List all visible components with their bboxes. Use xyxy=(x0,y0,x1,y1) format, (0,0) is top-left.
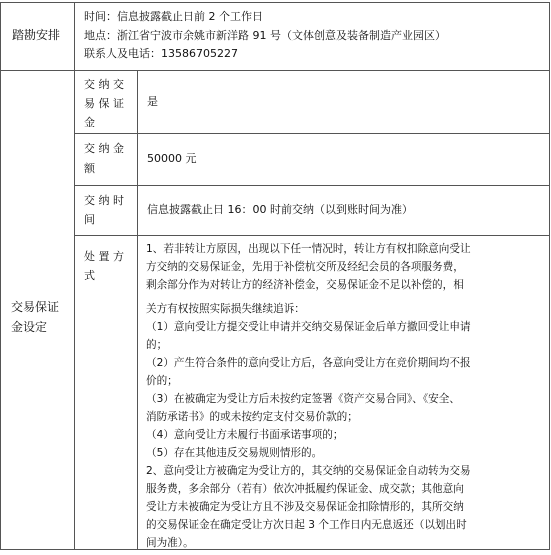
disposal-line: 1、若非转让方原因，出现以下任一情况时，转让方有权扣除意向受让 xyxy=(146,243,471,255)
disposal-line: 2、意向受让方被确定为受让方的，其交纳的交易保证金自动转为交易 xyxy=(146,465,471,477)
deposit-amount-label-line1: 交 纳 金 xyxy=(84,142,124,155)
deposit-time-label-line2: 间 xyxy=(84,213,95,226)
disposal-line: 的交易保证金在确定受让方次日起 3 个工作日内无息返还（以划出时 xyxy=(146,519,467,531)
disposal-line: （3）在被确定为受让方后未按约定签署《资产交易合同》、《安全、 xyxy=(146,393,460,405)
disposal-line: 服务费，多余部分（若有）依次冲抵履约保证金、成交款；其他意向 xyxy=(146,483,464,495)
disposal-line: （4）意向受让方未履行书面承诺事项的； xyxy=(146,429,344,441)
disposal-line: （5）存在其他违反交易规则情形的。 xyxy=(146,447,323,459)
disposal-line: （2）产生符合条件的意向受让方后，各意向受让方在竞价期间均不报 xyxy=(146,357,471,369)
col-divider-sublabel xyxy=(137,70,138,550)
disposal-line: 受让方未被确定为受让方且不涉及交易保证金扣除情形的，其所交纳 xyxy=(146,501,464,513)
table-border-top xyxy=(0,2,550,3)
row-divider-deposit-3 xyxy=(74,235,550,236)
disposal-text xyxy=(146,240,546,552)
col-divider-label xyxy=(74,2,75,550)
disposal-line: 剩余部分作为对转让方的经济补偿金，交易保证金不足以补偿的，相 xyxy=(146,279,464,291)
disposal-label-line1: 处 置 方 xyxy=(84,250,124,263)
deposit-amount-value: 50000 元 xyxy=(147,152,197,165)
survey-location: 地点：浙江省宁波市余姚市新洋路 91 号（文体创意及装备制造产业园区） xyxy=(84,29,446,42)
deposit-required-value: 是 xyxy=(147,95,158,108)
disposal-line: 关方有权按照实际损失继续追诉： xyxy=(146,303,305,315)
row-divider-survey xyxy=(0,70,550,71)
deposit-required-label-line3: 金 xyxy=(84,116,95,129)
row-divider-deposit-2 xyxy=(74,185,550,186)
disposal-line: 间为准）。 xyxy=(146,537,194,549)
survey-label: 踏勘安排 xyxy=(12,28,61,42)
survey-contact: 联系人及电话：13586705227 xyxy=(84,47,238,60)
deposit-section-label-line1: 交易保证 xyxy=(11,300,60,314)
survey-time: 时间：信息披露截止日前 2 个工作日 xyxy=(84,10,263,23)
disposal-line: 方交纳的交易保证金，先用于补偿杭交所及经纪会员的各项服务费， xyxy=(146,261,464,273)
deposit-time-value: 信息披露截止日 16：00 时前交纳（以到账时间为准） xyxy=(147,203,413,216)
disposal-line: 消防承诺书》的或未按约定支付交易价款的； xyxy=(146,411,358,423)
disposal-line: 的； xyxy=(146,339,168,351)
deposit-amount-label-line2: 额 xyxy=(84,162,95,175)
deposit-section-label-line2: 金设定 xyxy=(11,320,48,334)
row-divider-deposit-1 xyxy=(74,133,550,134)
table-border-right xyxy=(549,2,550,550)
deposit-time-label-line1: 交 纳 时 xyxy=(84,194,124,207)
table-border-left xyxy=(0,2,1,550)
disposal-label-line2: 式 xyxy=(84,269,95,282)
disposal-line: 价的； xyxy=(146,375,178,387)
deposit-required-label-line1: 交 纳 交 xyxy=(84,78,124,91)
disposal-line: （1）意向受让方提交受让申请并交纳交易保证金后单方撤回受让申请 xyxy=(146,321,471,333)
deposit-required-label-line2: 易 保 证 xyxy=(84,97,124,110)
